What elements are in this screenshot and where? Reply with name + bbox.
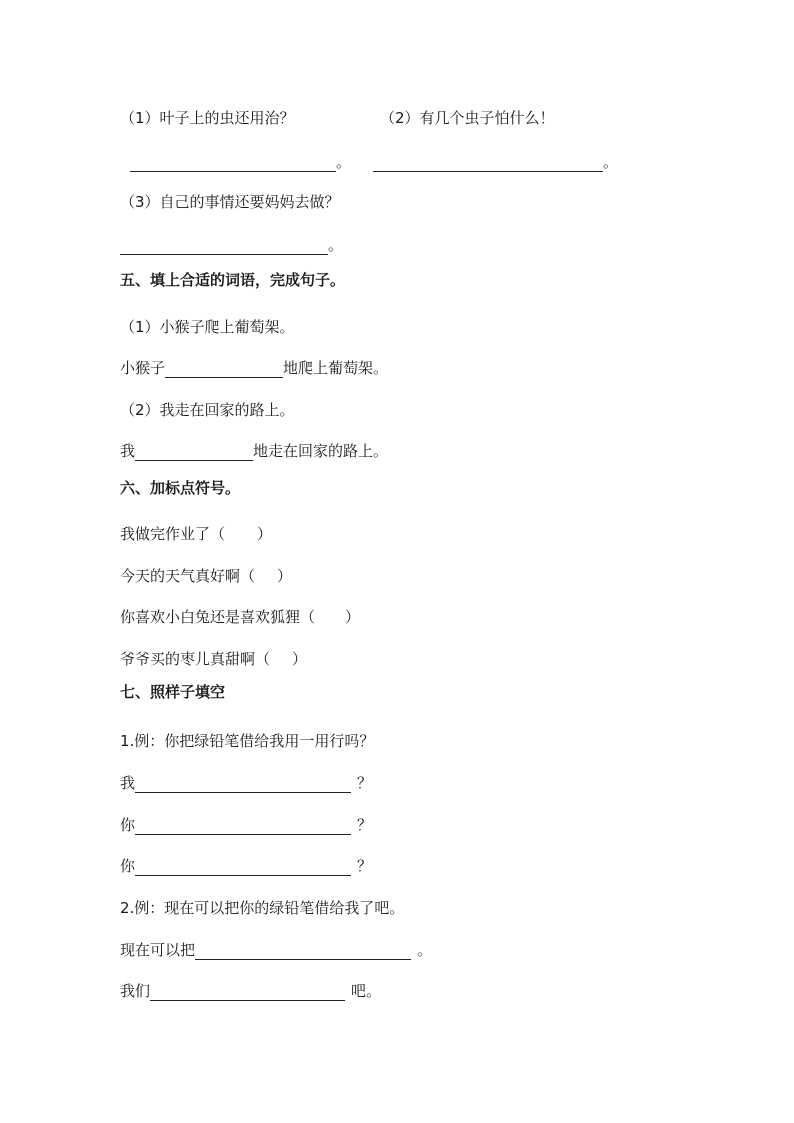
punct-item-3: 你喜欢小白兔还是喜欢狐狸（ ） — [120, 608, 361, 626]
fill-row-5-1 — [120, 358, 388, 378]
question-4-2: （2）有几个虫子怕什么！ — [380, 109, 555, 127]
fill-blank-5-2[interactable] — [135, 446, 253, 461]
answer-row-3 — [120, 235, 343, 255]
question-4-1: （1）叶子上的虫还用治？ — [120, 109, 295, 127]
question-row-3 — [120, 192, 340, 212]
example-7-2: 2.例：现在可以把你的绿铅笔借给我了吧。 — [120, 899, 405, 917]
question-4-3: （3）自己的事情还要妈妈去做？ — [120, 193, 340, 211]
fill-blank-7-1b[interactable] — [135, 820, 351, 835]
fill-row-7-1a: 我 ？ — [120, 774, 373, 792]
fill-row-7-1b: 你 ？ — [120, 816, 373, 834]
question-row-1b — [380, 108, 555, 128]
question-5-2: （2）我走在回家的路上。 — [120, 401, 295, 419]
punct-item-2: 今天的天气真好啊（ ） — [120, 567, 293, 585]
example-7-1: 1.例：你把绿铅笔借给我用一用行吗？ — [120, 732, 375, 750]
fill-row-5-2 — [120, 441, 388, 461]
fill-blank-5-1[interactable] — [165, 363, 283, 378]
fill-blank-7-2b[interactable] — [150, 986, 345, 1001]
fill-blank-7-2a[interactable] — [195, 945, 411, 960]
fill-row-7-1c: 你 ？ — [120, 857, 373, 875]
answer-row-1 — [130, 152, 351, 172]
section-7-heading: 七、照样子填空 — [120, 683, 226, 701]
question-row-1 — [120, 108, 295, 128]
fill-blank-7-1a[interactable] — [135, 778, 351, 793]
answer-row-1b — [373, 152, 618, 172]
answer-end-4-2: 。 — [603, 153, 619, 171]
fill-prefix-5-1: 小猴子 — [120, 359, 166, 377]
fill-suffix-5-1: 地爬上葡萄架。 — [283, 359, 389, 377]
question-5-1: （1）小猴子爬上葡萄架。 — [120, 318, 295, 336]
section-5-heading: 五、填上合适的词语，完成句子。 — [120, 271, 346, 289]
fill-suffix-5-2: 地走在回家的路上。 — [253, 442, 389, 460]
punct-item-4: 爷爷买的枣儿真甜啊（ ） — [120, 650, 308, 668]
fill-prefix-5-2: 我 — [120, 442, 136, 460]
fill-row-7-2a: 现在可以把 。 — [120, 941, 433, 959]
section-6-heading: 六、加标点符号。 — [120, 479, 241, 497]
punct-item-1: 我做完作业了（ ） — [120, 525, 273, 543]
fill-row-7-2b: 我们 吧。 — [120, 982, 382, 1000]
answer-blank-4-3[interactable] — [120, 240, 328, 255]
answer-blank-4-2[interactable] — [373, 157, 603, 172]
answer-end-4-3: 。 — [328, 236, 344, 254]
fill-blank-7-1c[interactable] — [135, 861, 351, 876]
answer-blank-4-1[interactable] — [130, 157, 336, 172]
answer-end-4-1: 。 — [336, 153, 352, 171]
